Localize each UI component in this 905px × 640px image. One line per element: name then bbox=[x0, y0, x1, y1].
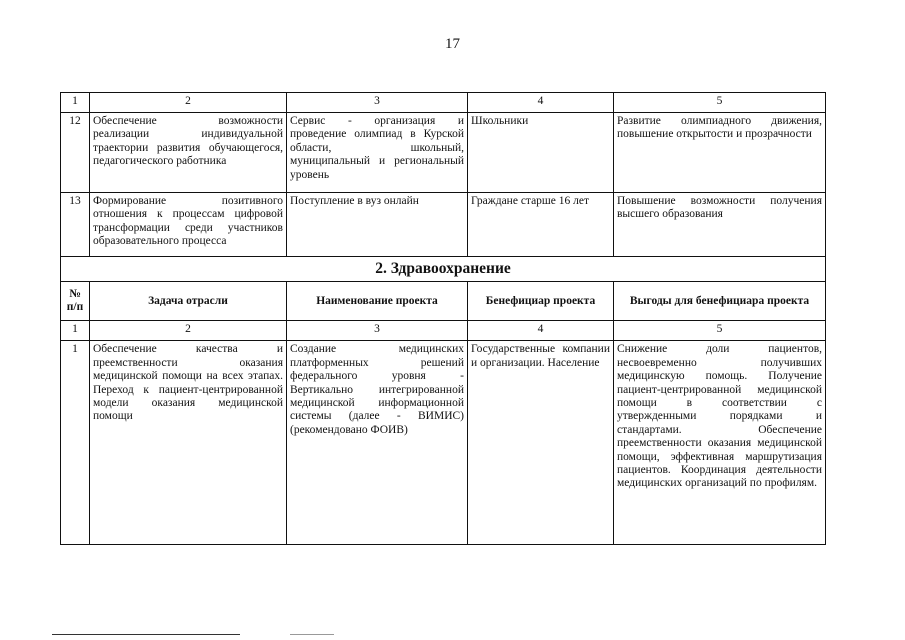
row-number: 12 bbox=[61, 113, 90, 193]
task-cell: Обеспечение возможности реализации индивидуальной траектории развития обучающегося, педагогического работника bbox=[90, 113, 287, 193]
section-row bbox=[61, 257, 826, 282]
benefits-cell: Развитие олимпиадного движения, повышение открытости и прозрачности bbox=[614, 113, 826, 193]
project-cell: Поступление в вуз онлайн bbox=[287, 193, 468, 257]
table-row bbox=[61, 341, 826, 545]
page-number: 17 bbox=[445, 36, 460, 52]
row-number: 1 bbox=[61, 341, 90, 545]
column-number: 5 bbox=[614, 321, 826, 341]
header-beneficiary: Бенефициар проекта bbox=[468, 282, 614, 321]
project-cell: Создание медицинских платформенных решений федерального уровня - Вертикально интегрированной медицинской информационной системы (далее - ВИМИС) (рекомендовано ФОИВ) bbox=[287, 341, 468, 545]
column-number: 4 bbox=[468, 93, 614, 113]
column-number: 2 bbox=[90, 93, 287, 113]
section-title: 2. Здравоохранение bbox=[61, 257, 826, 282]
beneficiary-cell: Школьники bbox=[468, 113, 614, 193]
column-number: 1 bbox=[61, 93, 90, 113]
beneficiary-cell: Граждане старше 16 лет bbox=[468, 193, 614, 257]
footer-rule-short bbox=[290, 634, 334, 635]
footer-rule bbox=[52, 634, 240, 635]
column-number: 4 bbox=[468, 321, 614, 341]
header-task: Задача отрасли bbox=[90, 282, 287, 321]
table-row bbox=[61, 193, 826, 257]
project-cell: Сервис - организация и проведение олимпиад в Курской области, школьный, муниципальный и региональный уровень bbox=[287, 113, 468, 193]
benefits-cell: Снижение доли пациентов, несвоевременно получивших медицинскую помощь. Получение пациент-центрированной медицинской помощи в соответствии с утвержденными порядками и стандартами. Обеспечение преемственности оказания медицинской помощи, эффективная маршрутизация пациентов. Координация деятельности медицинских организаций по профилям. bbox=[614, 341, 826, 545]
column-number: 3 bbox=[287, 321, 468, 341]
projects-table bbox=[60, 92, 826, 545]
column-number: 2 bbox=[90, 321, 287, 341]
task-cell: Обеспечение качества и преемственности оказания медицинской помощи на всех этапах. Переход к пациент-центрированной модели оказания медицинской помощи bbox=[90, 341, 287, 545]
header-num: № п/п bbox=[61, 282, 90, 321]
table-row bbox=[61, 113, 826, 193]
task-cell: Формирование позитивного отношения к процессам цифровой трансформации среди участников образовательного процесса bbox=[90, 193, 287, 257]
column-number: 5 bbox=[614, 93, 826, 113]
column-number-row bbox=[61, 321, 826, 341]
column-number-row bbox=[61, 93, 826, 113]
column-number: 3 bbox=[287, 93, 468, 113]
benefits-cell: Повышение возможности получения высшего образования bbox=[614, 193, 826, 257]
column-number: 1 bbox=[61, 321, 90, 341]
row-number: 13 bbox=[61, 193, 90, 257]
header-project: Наименование проекта bbox=[287, 282, 468, 321]
header-benefits: Выгоды для бенефициара проекта bbox=[614, 282, 826, 321]
table-header-row bbox=[61, 282, 826, 321]
beneficiary-cell: Государственные компании и организации. Население bbox=[468, 341, 614, 545]
